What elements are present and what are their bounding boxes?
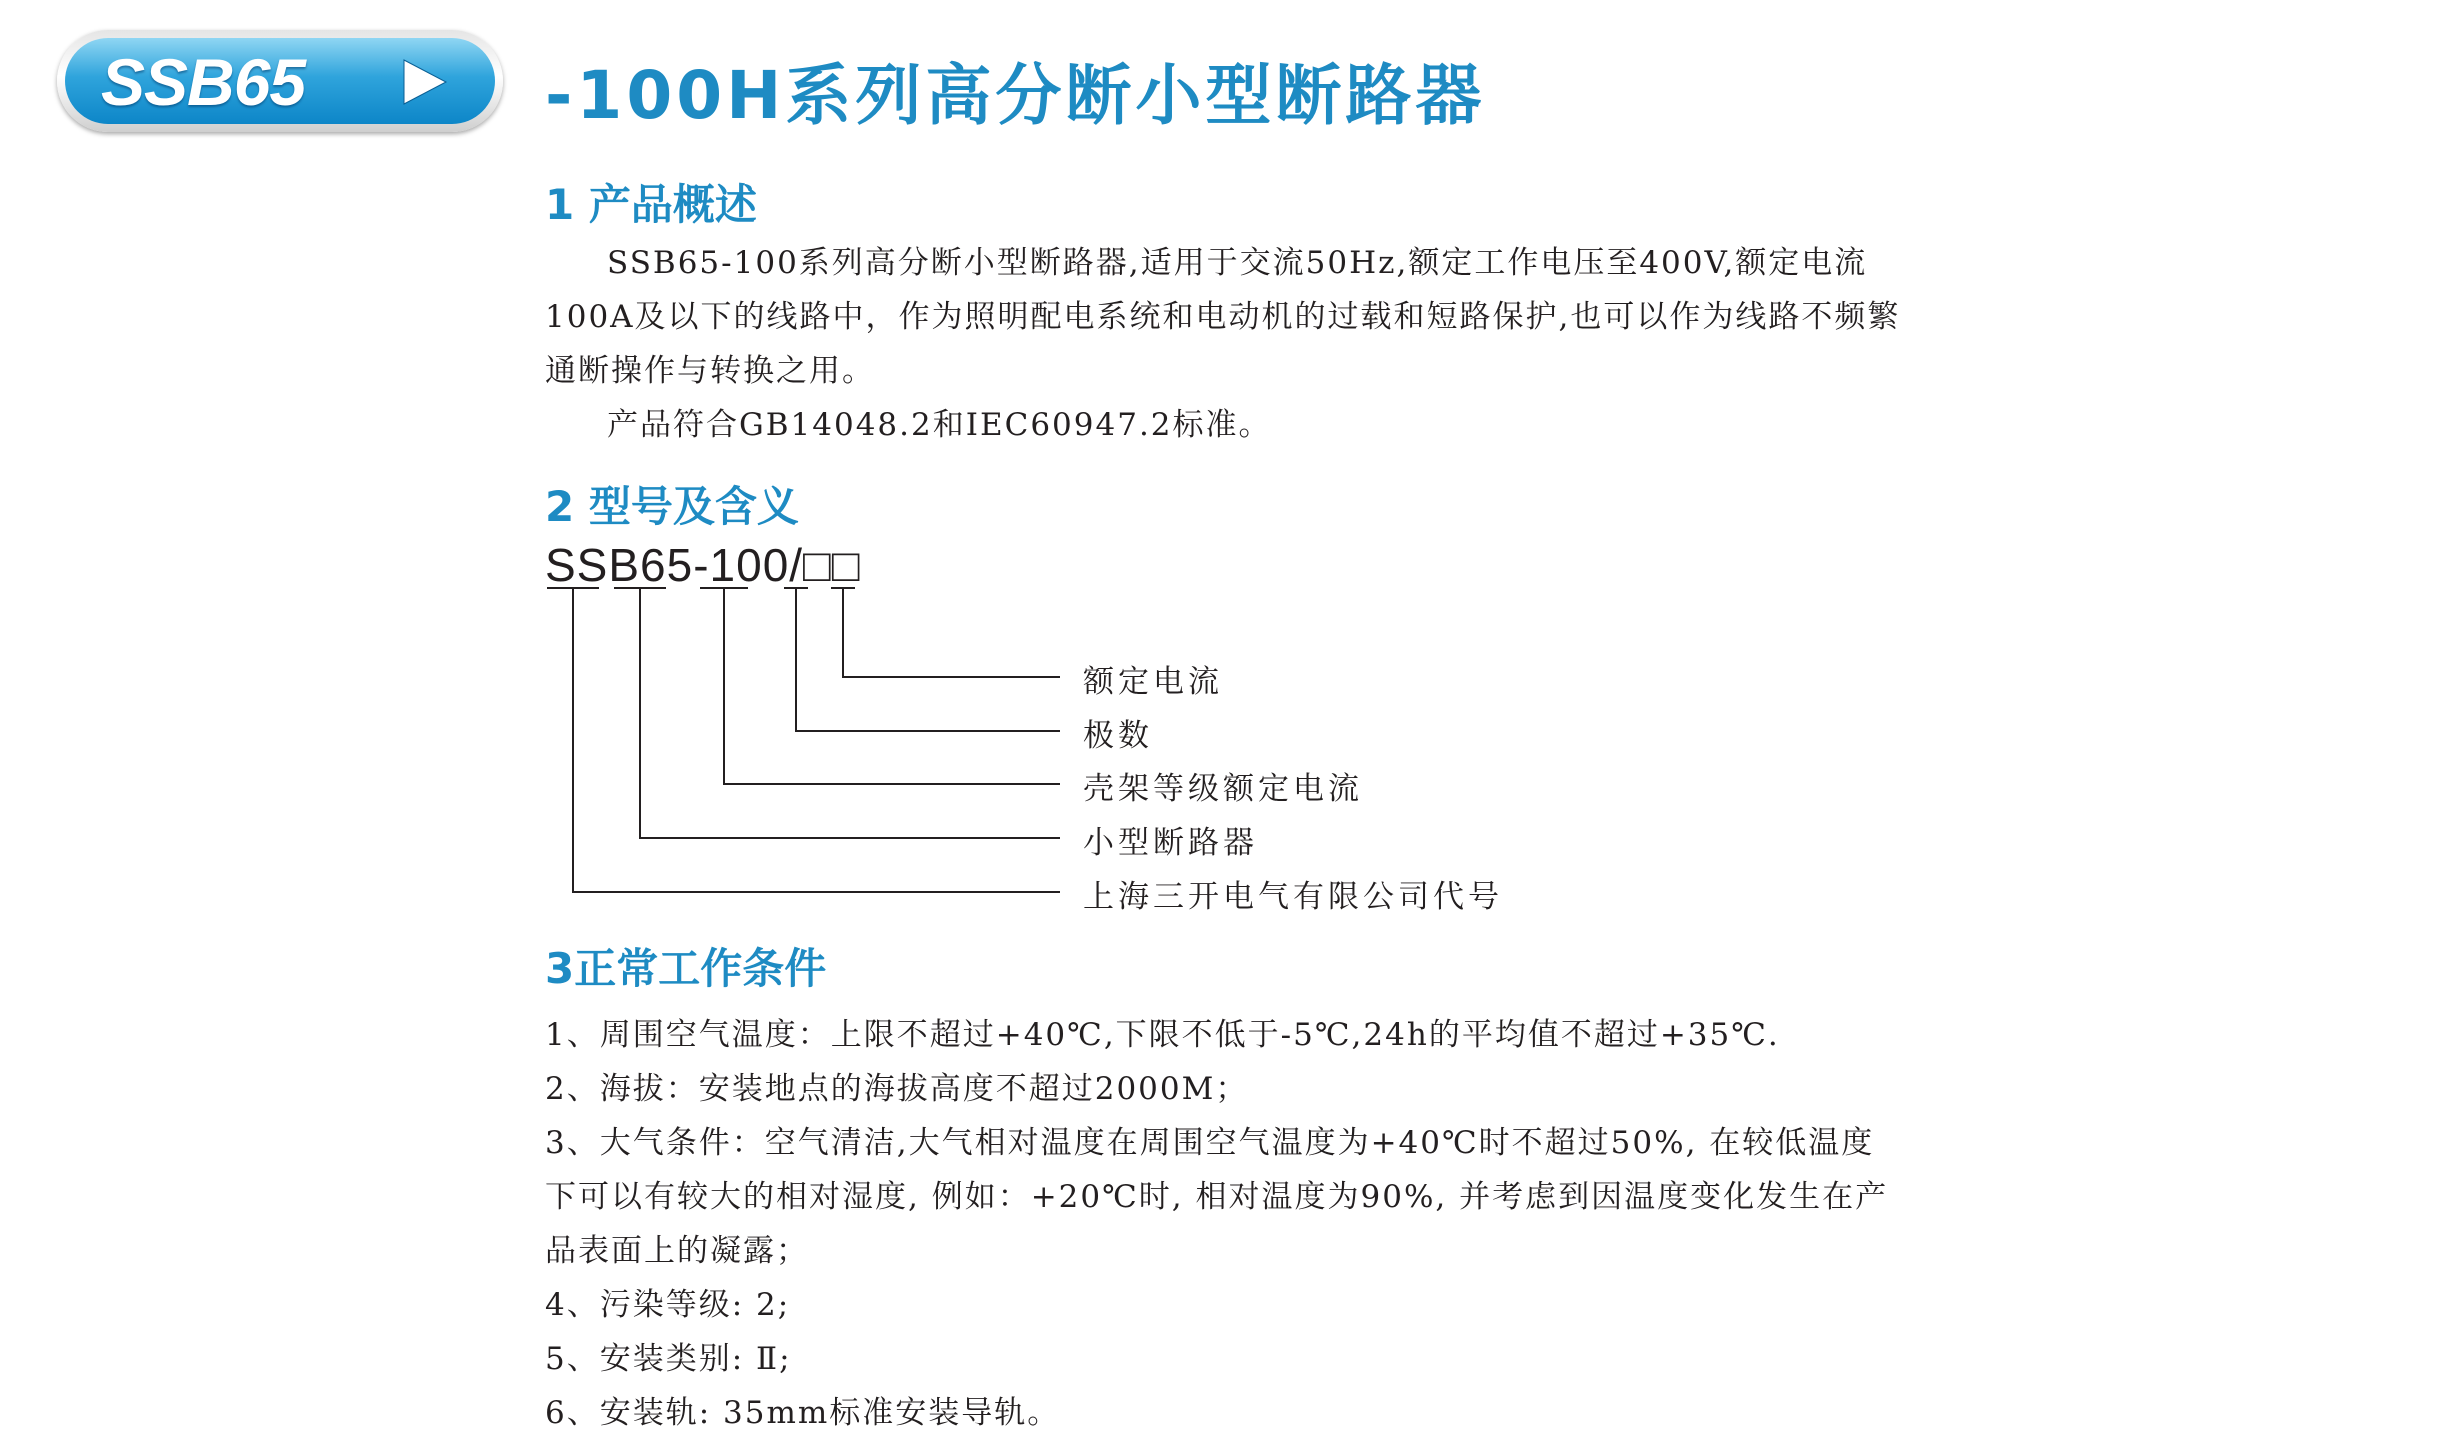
model-code: SSB65-100/□□ bbox=[545, 539, 861, 591]
label-poles: 极数 bbox=[1083, 718, 1153, 754]
label-company-code: 上海三开电气有限公司代号 bbox=[1083, 879, 1503, 915]
page-title: -100H系列高分断小型断路器 bbox=[545, 57, 1486, 134]
label-rated-current: 额定电流 bbox=[1083, 664, 1223, 700]
label-frame-rated-current: 壳架等级额定电流 bbox=[1083, 771, 1363, 807]
condition-item: 3、大气条件：空气清洁,大气相对温度在周围空气温度为+40℃时不超过50%, 在较低温度下可以有较大的相对湿度, 例如：+20℃时, 相对温度为90%, 并考虑到因温度变化发生在产品表面上的凝露； bbox=[545, 1125, 1889, 1269]
badge-text: SSB65 bbox=[101, 45, 306, 119]
label-mcb: 小型断路器 bbox=[1083, 825, 1258, 861]
overview-paragraph: SSB65-100系列高分断小型断路器,适用于交流50Hz,额定工作电压至400V,额定电流100A及以下的线路中，作为照明配电系统和电动机的过载和短路保护,也可以作为线路不频繁通断操作与转换之用。 bbox=[545, 245, 1901, 389]
section-3-title: 3正常工作条件 bbox=[545, 944, 827, 993]
condition-item: 1、周围空气温度：上限不超过+40℃,下限不低于-5℃,24h的平均值不超过+35℃. bbox=[545, 1017, 1780, 1053]
section-1-title: 1 产品概述 bbox=[545, 180, 757, 229]
section-2-title: 2 型号及含义 bbox=[545, 482, 799, 531]
conditions-list bbox=[545, 1008, 1905, 1440]
condition-item: 2、海拔：安装地点的海拔高度不超过2000M； bbox=[545, 1071, 1249, 1107]
condition-item: 4、污染等级: 2; bbox=[545, 1287, 791, 1323]
condition-item: 5、安装类别: Ⅱ; bbox=[545, 1341, 792, 1377]
condition-item: 6、安装轨: 35mm标准安装导轨。 bbox=[545, 1395, 1061, 1431]
standards-paragraph: 产品符合GB14048.2和IEC60947.2标准。 bbox=[607, 407, 1272, 443]
